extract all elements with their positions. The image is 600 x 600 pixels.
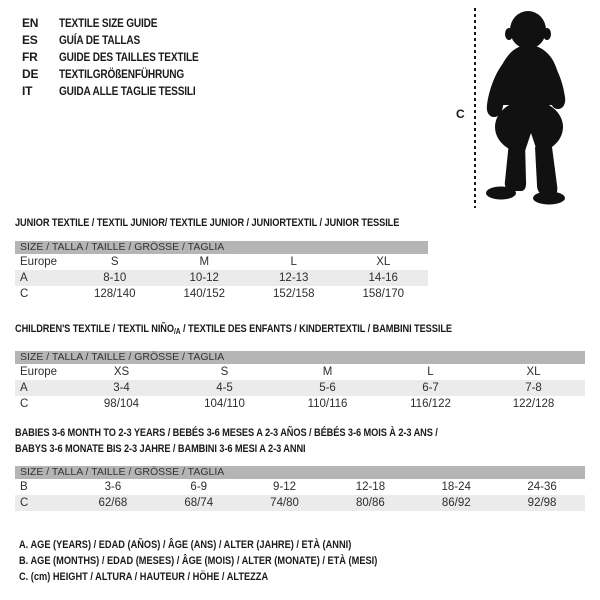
subscript-a: /A: [173, 327, 181, 336]
size-cell: XS: [113, 366, 130, 378]
language-code: FR: [22, 50, 38, 64]
toddler-silhouette-icon: [481, 9, 575, 207]
row-label: B: [20, 481, 28, 493]
language-code: ES: [22, 33, 38, 47]
childrens-size-table: [15, 364, 585, 412]
age-cell: 9-12: [273, 481, 297, 493]
height-measure-dashed-line: [474, 8, 476, 208]
language-code: EN: [22, 16, 39, 30]
babies-textile-section: [15, 425, 585, 511]
babies-table-title: BABIES 3-6 MONTH TO 2-3 YEARS / BEBÉS 3-6 MESES A 2-3 AÑOS / BÉBÉS 3-6 MOIS À 2-3 ANS / BABYS 3-6 MONATE BIS 2-3 JAHRE / BAMBINI 3-6 MESI A 2-3 ANNI: [15, 427, 438, 455]
language-row-fr: [22, 49, 225, 66]
height-measure-label: C: [456, 107, 465, 121]
height-cell: 92/98: [527, 497, 557, 509]
guide-title-es: GUÍA DE TALLAS: [59, 33, 141, 47]
height-cell: 122/128: [512, 398, 555, 410]
table-row-age-months: [15, 479, 585, 495]
height-cell: 62/68: [98, 497, 128, 509]
height-cell: 74/80: [270, 497, 299, 509]
size-header-bar: SIZE / TALLA / TAILLE / GRÖSSE / TAGLIA: [15, 241, 428, 254]
guide-title-en: TEXTILE SIZE GUIDE: [59, 16, 158, 30]
size-cell: M: [322, 366, 333, 378]
size-cell: L: [427, 366, 434, 378]
language-row-es: [22, 32, 225, 49]
childrens-table-title: CHILDREN'S TEXTILE / TEXTIL $NIÑO_{/A}$ / TEXTILE DES ENFANTS / KINDERTEXTIL / BAMBINI TESSILE: [15, 323, 452, 336]
height-cell: 128/140: [93, 288, 136, 300]
height-cell: 86/92: [441, 497, 471, 509]
row-label: C: [20, 497, 29, 509]
table-row-age-years: [15, 270, 428, 286]
guide-title-fr: GUIDE DES TAILLES TEXTILE: [59, 50, 199, 64]
row-label: C: [20, 288, 29, 300]
height-cell: 152/158: [272, 288, 315, 300]
row-label: Europe: [20, 256, 58, 268]
age-cell: 18-24: [441, 481, 471, 493]
table-row-age-years: [15, 380, 585, 396]
guide-title-de: TEXTILGRÖßENFÜHRUNG: [59, 67, 185, 81]
age-cell: 3-6: [104, 481, 122, 493]
size-header-bar: SIZE / TALLA / TAILLE / GRÖSSE / TAGLIA: [15, 466, 585, 479]
language-row-de: [22, 66, 225, 83]
language-code: DE: [22, 67, 39, 81]
age-cell: 6-7: [422, 382, 439, 394]
size-cell: S: [110, 256, 119, 268]
row-label: C: [20, 398, 29, 410]
height-cell: 104/110: [204, 398, 245, 410]
age-cell: 6-9: [190, 481, 208, 493]
height-cell: 68/74: [184, 497, 214, 509]
junior-textile-section: [15, 215, 428, 302]
age-cell: 12-18: [355, 481, 386, 493]
table-row-europe: [15, 364, 585, 380]
table-row-height: [15, 495, 585, 511]
age-cell: 24-36: [527, 481, 557, 493]
row-label: A: [20, 382, 28, 394]
age-cell: 12-13: [279, 272, 309, 284]
height-cell: 98/104: [103, 398, 140, 410]
height-cell: 140/152: [183, 288, 226, 300]
table-row-height: [15, 286, 428, 302]
childrens-textile-section: [15, 321, 585, 412]
height-cell: 80/86: [356, 497, 385, 509]
size-cell: S: [220, 366, 229, 378]
language-row-en: [22, 15, 225, 32]
size-cell: XL: [376, 256, 391, 268]
age-cell: 8-10: [103, 272, 127, 284]
size-cell: L: [290, 256, 297, 268]
legend-age-years: A. AGE (YEARS) / EDAD (AÑOS) / ÂGE (ANS) / ALTER (JAHRE) / ETÀ (ANNI): [19, 539, 352, 551]
legend-height: C. (cm) HEIGHT / ALTURA / HAUTEUR / HÖHE / ALTEZZA: [19, 571, 269, 583]
size-cell: M: [199, 256, 210, 268]
language-header: [22, 15, 225, 100]
table-row-europe: [15, 254, 428, 270]
age-cell: 7-8: [525, 382, 542, 394]
age-cell: 5-6: [319, 382, 336, 394]
size-cell: XL: [526, 366, 541, 378]
age-cell: 3-4: [113, 382, 130, 394]
babies-size-table: [15, 479, 585, 511]
legend: [19, 537, 446, 585]
height-cell: 116/122: [410, 398, 451, 410]
age-cell: 4-5: [216, 382, 233, 394]
guide-title-it: GUIDA ALLE TAGLIE TESSILI: [59, 84, 196, 98]
junior-size-table: [15, 254, 428, 302]
legend-age-months: B. AGE (MONTHS) / EDAD (MESES) / ÂGE (MOIS) / ALTER (MONATE) / ETÀ (MESI): [19, 555, 378, 567]
language-code: IT: [22, 84, 33, 98]
age-cell: 10-12: [189, 272, 219, 284]
height-cell: 158/170: [362, 288, 405, 300]
language-row-it: [22, 83, 225, 100]
age-cell: 14-16: [368, 272, 398, 284]
junior-table-title: JUNIOR TEXTILE / TEXTIL JUNIOR/ TEXTILE JUNIOR / JUNIORTEXTIL / JUNIOR TESSILE: [15, 217, 400, 229]
table-row-height: [15, 396, 585, 412]
height-cell: 110/116: [307, 398, 348, 410]
row-label: Europe: [20, 366, 58, 378]
size-header-bar: SIZE / TALLA / TAILLE / GRÖSSE / TAGLIA: [15, 351, 585, 364]
row-label: A: [20, 272, 28, 284]
